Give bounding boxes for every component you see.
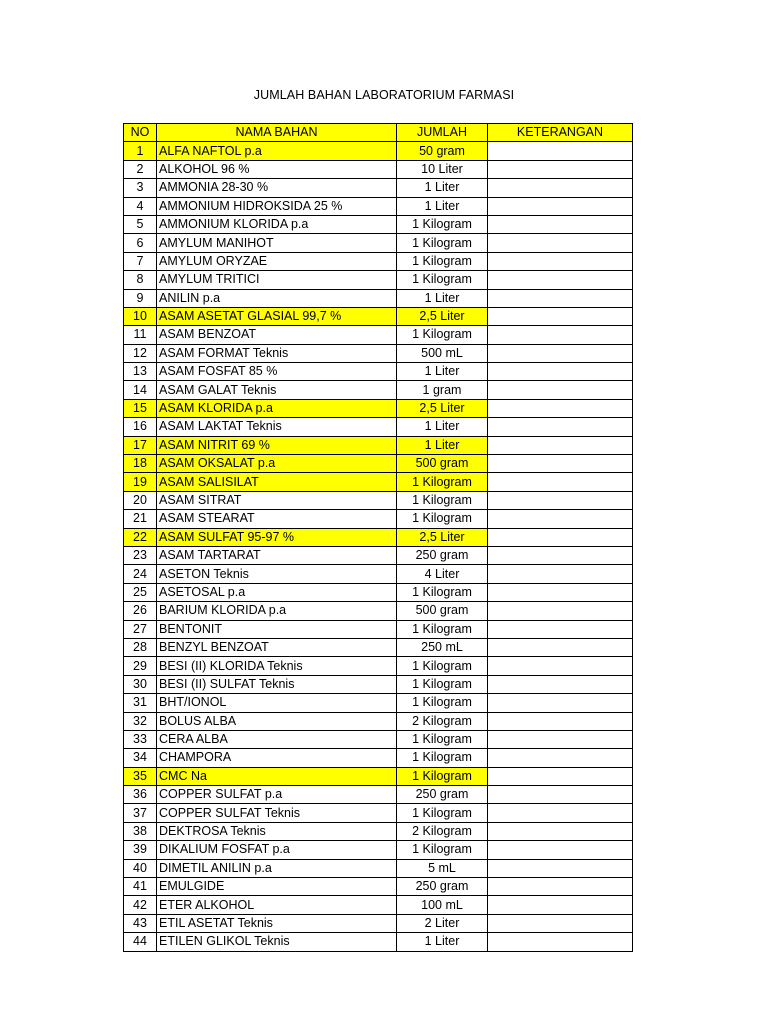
table-row	[124, 602, 633, 620]
table-row	[124, 657, 633, 675]
row-note	[488, 583, 633, 601]
row-name: ASAM LAKTAT Teknis	[157, 418, 397, 436]
row-quantity: 100 mL	[397, 896, 488, 914]
row-note	[488, 786, 633, 804]
row-number: 25	[124, 583, 157, 601]
table-row	[124, 344, 633, 362]
table-row	[124, 271, 633, 289]
table-row	[124, 859, 633, 877]
row-name: ASAM KLORIDA p.a	[157, 399, 397, 417]
row-number: 16	[124, 418, 157, 436]
row-note	[488, 767, 633, 785]
row-name: AMMONIUM HIDROKSIDA 25 %	[157, 197, 397, 215]
row-number: 33	[124, 730, 157, 748]
row-name: ANILIN p.a	[157, 289, 397, 307]
row-number: 31	[124, 694, 157, 712]
table-row	[124, 491, 633, 509]
table-row	[124, 712, 633, 730]
row-note	[488, 933, 633, 951]
row-name: AMMONIA 28-30 %	[157, 179, 397, 197]
row-name: ALKOHOL 96 %	[157, 160, 397, 178]
row-number: 3	[124, 179, 157, 197]
row-number: 11	[124, 326, 157, 344]
row-quantity: 1 Liter	[397, 179, 488, 197]
row-quantity: 1 Kilogram	[397, 326, 488, 344]
row-number: 43	[124, 914, 157, 932]
row-quantity: 1 Kilogram	[397, 749, 488, 767]
row-name: DIKALIUM FOSFAT p.a	[157, 841, 397, 859]
row-name: ASAM SULFAT 95-97 %	[157, 528, 397, 546]
row-number: 24	[124, 565, 157, 583]
row-name: ETIL ASETAT Teknis	[157, 914, 397, 932]
row-name: ASAM TARTARAT	[157, 546, 397, 564]
row-number: 2	[124, 160, 157, 178]
row-note	[488, 197, 633, 215]
row-quantity: 1 Kilogram	[397, 675, 488, 693]
row-note	[488, 675, 633, 693]
table-row	[124, 804, 633, 822]
row-note	[488, 473, 633, 491]
row-name: ASAM FORMAT Teknis	[157, 344, 397, 362]
row-quantity: 250 mL	[397, 638, 488, 656]
row-number: 13	[124, 363, 157, 381]
row-note	[488, 271, 633, 289]
row-number: 4	[124, 197, 157, 215]
row-number: 9	[124, 289, 157, 307]
row-quantity: 10 Liter	[397, 160, 488, 178]
row-number: 12	[124, 344, 157, 362]
row-quantity: 1 gram	[397, 381, 488, 399]
row-quantity: 250 gram	[397, 878, 488, 896]
row-name: ETER ALKOHOL	[157, 896, 397, 914]
page-title: JUMLAH BAHAN LABORATORIUM FARMASI	[253, 88, 515, 102]
row-note	[488, 344, 633, 362]
row-number: 26	[124, 602, 157, 620]
row-name: ASAM STEARAT	[157, 510, 397, 528]
row-name: BARIUM KLORIDA p.a	[157, 602, 397, 620]
header-note: KETERANGAN	[488, 124, 633, 142]
row-quantity: 2,5 Liter	[397, 307, 488, 325]
row-quantity: 1 Kilogram	[397, 583, 488, 601]
row-number: 40	[124, 859, 157, 877]
row-name: BENTONIT	[157, 620, 397, 638]
row-name: ALFA NAFTOL p.a	[157, 142, 397, 160]
row-number: 37	[124, 804, 157, 822]
row-quantity: 1 Kilogram	[397, 730, 488, 748]
row-name: ETILEN GLIKOL Teknis	[157, 933, 397, 951]
row-note	[488, 804, 633, 822]
row-name: ASAM NITRIT 69 %	[157, 436, 397, 454]
row-name: BENZYL BENZOAT	[157, 638, 397, 656]
row-number: 35	[124, 767, 157, 785]
row-quantity: 1 Kilogram	[397, 694, 488, 712]
row-name: BESI (II) SULFAT Teknis	[157, 675, 397, 693]
table-row	[124, 179, 633, 197]
row-quantity: 2,5 Liter	[397, 528, 488, 546]
table-row	[124, 418, 633, 436]
row-note	[488, 602, 633, 620]
row-name: ASAM BENZOAT	[157, 326, 397, 344]
row-name: AMYLUM MANIHOT	[157, 234, 397, 252]
row-note	[488, 307, 633, 325]
table-row	[124, 473, 633, 491]
table-row	[124, 914, 633, 932]
row-note	[488, 657, 633, 675]
row-note	[488, 491, 633, 509]
row-note	[488, 841, 633, 859]
row-number: 30	[124, 675, 157, 693]
row-quantity: 1 Kilogram	[397, 215, 488, 233]
row-note	[488, 859, 633, 877]
row-note	[488, 399, 633, 417]
row-name: COPPER SULFAT p.a	[157, 786, 397, 804]
row-name: BESI (II) KLORIDA Teknis	[157, 657, 397, 675]
table-row	[124, 730, 633, 748]
row-name: ASAM FOSFAT 85 %	[157, 363, 397, 381]
row-quantity: 500 gram	[397, 602, 488, 620]
row-number: 7	[124, 252, 157, 270]
row-quantity: 1 Kilogram	[397, 657, 488, 675]
row-quantity: 1 Liter	[397, 418, 488, 436]
row-name: AMYLUM ORYZAE	[157, 252, 397, 270]
row-number: 36	[124, 786, 157, 804]
row-number: 41	[124, 878, 157, 896]
row-number: 44	[124, 933, 157, 951]
table-row	[124, 583, 633, 601]
row-number: 28	[124, 638, 157, 656]
row-quantity: 50 gram	[397, 142, 488, 160]
table-row	[124, 528, 633, 546]
row-name: BOLUS ALBA	[157, 712, 397, 730]
row-note	[488, 546, 633, 564]
row-number: 18	[124, 455, 157, 473]
row-number: 20	[124, 491, 157, 509]
table-row	[124, 546, 633, 564]
table-header-row	[124, 124, 633, 142]
row-note	[488, 234, 633, 252]
row-quantity: 1 Kilogram	[397, 841, 488, 859]
row-quantity: 500 mL	[397, 344, 488, 362]
table-row	[124, 749, 633, 767]
row-quantity: 1 Kilogram	[397, 234, 488, 252]
row-note	[488, 565, 633, 583]
table-row	[124, 638, 633, 656]
row-note	[488, 142, 633, 160]
row-number: 22	[124, 528, 157, 546]
row-note	[488, 620, 633, 638]
row-quantity: 1 Kilogram	[397, 510, 488, 528]
row-note	[488, 252, 633, 270]
table-row	[124, 565, 633, 583]
row-note	[488, 436, 633, 454]
row-number: 15	[124, 399, 157, 417]
row-quantity: 5 mL	[397, 859, 488, 877]
row-quantity: 1 Kilogram	[397, 767, 488, 785]
row-note	[488, 160, 633, 178]
table-row	[124, 399, 633, 417]
table-row	[124, 234, 633, 252]
row-quantity: 2 Liter	[397, 914, 488, 932]
row-quantity: 1 Kilogram	[397, 491, 488, 509]
row-note	[488, 326, 633, 344]
row-number: 32	[124, 712, 157, 730]
table-row	[124, 289, 633, 307]
row-quantity: 2 Kilogram	[397, 822, 488, 840]
row-number: 14	[124, 381, 157, 399]
row-note	[488, 638, 633, 656]
row-number: 38	[124, 822, 157, 840]
row-quantity: 4 Liter	[397, 565, 488, 583]
row-number: 17	[124, 436, 157, 454]
row-quantity: 1 Liter	[397, 197, 488, 215]
table-row	[124, 841, 633, 859]
row-note	[488, 418, 633, 436]
row-number: 23	[124, 546, 157, 564]
row-number: 10	[124, 307, 157, 325]
table-row	[124, 767, 633, 785]
row-number: 42	[124, 896, 157, 914]
row-number: 27	[124, 620, 157, 638]
row-note	[488, 363, 633, 381]
row-number: 6	[124, 234, 157, 252]
table-row	[124, 694, 633, 712]
header-name: NAMA BAHAN	[157, 124, 397, 142]
row-name: ASAM OKSALAT p.a	[157, 455, 397, 473]
table-row	[124, 878, 633, 896]
row-name: DIMETIL ANILIN p.a	[157, 859, 397, 877]
row-name: ASAM ASETAT GLASIAL 99,7 %	[157, 307, 397, 325]
row-note	[488, 289, 633, 307]
table-row	[124, 786, 633, 804]
table-row	[124, 307, 633, 325]
row-note	[488, 215, 633, 233]
row-quantity: 1 Liter	[397, 289, 488, 307]
row-number: 34	[124, 749, 157, 767]
table-row	[124, 197, 633, 215]
row-name: COPPER SULFAT Teknis	[157, 804, 397, 822]
table-row	[124, 326, 633, 344]
row-name: CERA ALBA	[157, 730, 397, 748]
row-number: 19	[124, 473, 157, 491]
row-note	[488, 730, 633, 748]
row-quantity: 1 Kilogram	[397, 473, 488, 491]
row-quantity: 1 Kilogram	[397, 620, 488, 638]
row-name: CMC Na	[157, 767, 397, 785]
row-number: 1	[124, 142, 157, 160]
row-name: AMMONIUM KLORIDA p.a	[157, 215, 397, 233]
table-row	[124, 896, 633, 914]
table-row	[124, 381, 633, 399]
table-row	[124, 215, 633, 233]
table-row	[124, 455, 633, 473]
row-name: ASETOSAL p.a	[157, 583, 397, 601]
row-name: ASAM GALAT Teknis	[157, 381, 397, 399]
table-body	[124, 142, 633, 951]
row-quantity: 1 Liter	[397, 436, 488, 454]
table-row	[124, 822, 633, 840]
row-name: EMULGIDE	[157, 878, 397, 896]
row-note	[488, 510, 633, 528]
row-quantity: 500 gram	[397, 455, 488, 473]
row-name: BHT/IONOL	[157, 694, 397, 712]
row-name: AMYLUM TRITICI	[157, 271, 397, 289]
row-number: 29	[124, 657, 157, 675]
row-name: ASAM SITRAT	[157, 491, 397, 509]
row-note	[488, 381, 633, 399]
row-note	[488, 455, 633, 473]
row-name: CHAMPORA	[157, 749, 397, 767]
row-note	[488, 896, 633, 914]
row-number: 5	[124, 215, 157, 233]
row-note	[488, 822, 633, 840]
table-row	[124, 933, 633, 951]
table-row	[124, 160, 633, 178]
row-name: ASETON Teknis	[157, 565, 397, 583]
table-row	[124, 252, 633, 270]
row-note	[488, 179, 633, 197]
inventory-table	[123, 123, 633, 952]
row-name: DEKTROSA Teknis	[157, 822, 397, 840]
row-quantity: 1 Kilogram	[397, 252, 488, 270]
row-note	[488, 878, 633, 896]
row-note	[488, 749, 633, 767]
table-row	[124, 620, 633, 638]
row-quantity: 1 Liter	[397, 363, 488, 381]
row-quantity: 1 Liter	[397, 933, 488, 951]
header-qty: JUMLAH	[397, 124, 488, 142]
row-note	[488, 528, 633, 546]
table-row	[124, 675, 633, 693]
table-row	[124, 510, 633, 528]
table-row	[124, 142, 633, 160]
row-note	[488, 694, 633, 712]
row-note	[488, 712, 633, 730]
row-number: 8	[124, 271, 157, 289]
row-number: 21	[124, 510, 157, 528]
row-quantity: 250 gram	[397, 546, 488, 564]
row-quantity: 2 Kilogram	[397, 712, 488, 730]
row-number: 39	[124, 841, 157, 859]
row-quantity: 2,5 Liter	[397, 399, 488, 417]
row-quantity: 1 Kilogram	[397, 804, 488, 822]
row-quantity: 1 Kilogram	[397, 271, 488, 289]
table-row	[124, 363, 633, 381]
row-name: ASAM SALISILAT	[157, 473, 397, 491]
header-no: NO	[124, 124, 157, 142]
row-note	[488, 914, 633, 932]
row-quantity: 250 gram	[397, 786, 488, 804]
table-row	[124, 436, 633, 454]
